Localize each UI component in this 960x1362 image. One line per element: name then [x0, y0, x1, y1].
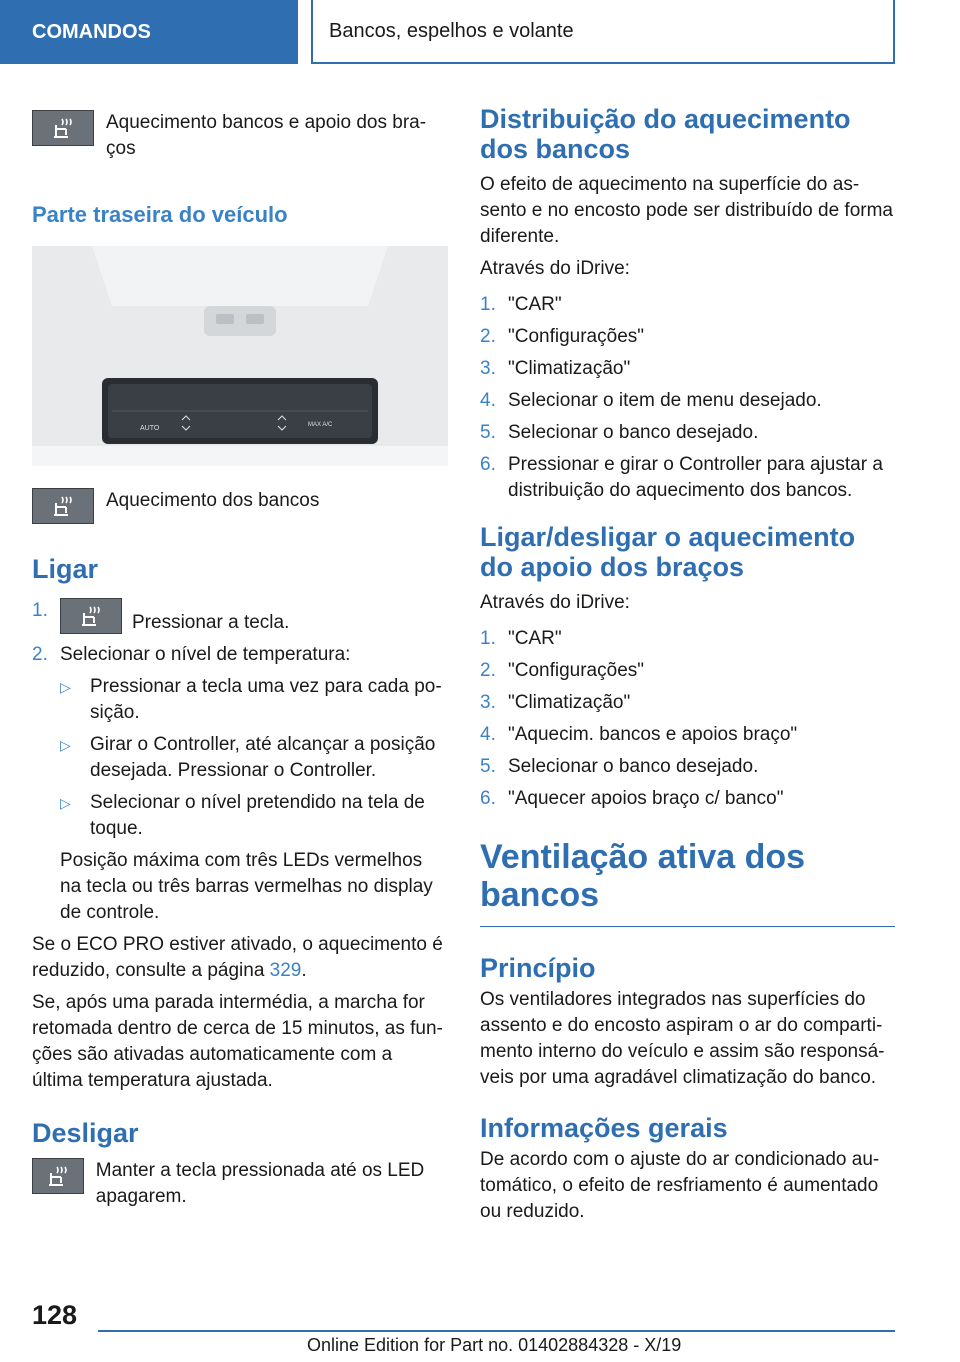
step-text: Selecionar o banco desejado. [508, 756, 759, 777]
section-divider [480, 926, 895, 927]
list-item [480, 690, 895, 716]
option-text: Pressionar a tecla uma vez para cada po-sição. [90, 676, 442, 723]
step-number: 1. [480, 294, 496, 315]
right-column [480, 104, 895, 1225]
step-number: 3. [480, 358, 496, 379]
step-text: Selecionar o item de menu desejado. [508, 390, 822, 411]
list-item [480, 626, 895, 652]
step-text: "Aquecim. bancos e apoios braço" [508, 724, 798, 745]
list-item [480, 722, 895, 748]
step-text: "Climatização" [508, 692, 631, 713]
step-number: 2. [480, 326, 496, 347]
list-item [60, 732, 448, 784]
step-text: "Configurações" [508, 326, 645, 347]
armrest-heat-row [32, 110, 448, 162]
armrest-steps [480, 626, 895, 812]
step-text: "CAR" [508, 628, 562, 649]
list-item [480, 292, 895, 318]
edition-text: Online Edition for Part no. 01402884328 - X/19 [307, 1335, 682, 1355]
triangle-bullet-icon: ▷ [60, 679, 71, 695]
rear-console-photo [32, 246, 448, 466]
stop-note: Se, após uma parada intermédia, a marcha for retomada dentro de cerca de 15 minutos, as fun-ções são ativadas automaticamente com a última temperatura ajustada. [32, 992, 443, 1091]
list-item [32, 598, 448, 636]
step-text: Pressionar a tecla. [132, 612, 290, 633]
idrive-label: Através do iDrive: [480, 592, 630, 613]
list-item [480, 754, 895, 780]
step-number: 6. [480, 788, 496, 809]
step-number: 2. [32, 644, 48, 665]
seat-heat-icon [32, 110, 94, 146]
list-item [480, 452, 895, 504]
seat-heat-label: Aquecimento dos bancos [106, 490, 320, 511]
step-number: 5. [480, 756, 496, 777]
temperature-options [60, 674, 448, 842]
list-item [480, 356, 895, 382]
armrest-heading: Ligar/desligar o aquecimento do apoio dos braços [480, 522, 856, 582]
seat-heat-icon [32, 1158, 84, 1194]
page-number: 128 [32, 1300, 78, 1330]
list-item [480, 324, 895, 350]
idrive-label: Através do iDrive: [480, 258, 630, 279]
eco-pro-note [32, 932, 448, 984]
triangle-bullet-icon: ▷ [60, 737, 71, 753]
triangle-bullet-icon: ▷ [60, 795, 71, 811]
option-text: Girar o Controller, até alcançar a posição desejada. Pressionar o Controller. [90, 734, 436, 781]
step-number: 2. [480, 660, 496, 681]
option-text: Selecionar o nível pretendido na tela de toque. [90, 792, 425, 839]
ligar-heading: Ligar [32, 554, 99, 584]
chapter-title: Bancos, espelhos e volante [329, 19, 574, 42]
step-text: "Aquecer apoios braço c/ banco" [508, 788, 784, 809]
list-item [60, 674, 448, 726]
seat-heat-row [32, 488, 448, 524]
general-info-text: De acordo com o ajuste do ar condicionado au-tomático, o efeito de resfriamento é aumentado ou reduzido. [480, 1149, 880, 1222]
step-number: 5. [480, 422, 496, 443]
list-item [480, 388, 895, 414]
distribution-text: O efeito de aquecimento na superfície do as-sento e no encosto pode ser distribuído de forma diferente. [480, 174, 893, 247]
step-number: 4. [480, 390, 496, 411]
step-text: Selecionar o banco desejado. [508, 422, 759, 443]
seat-heat-icon [32, 488, 94, 524]
section-title: COMANDOS [32, 20, 151, 43]
step-number: 6. [480, 454, 496, 475]
chapter-tab [311, 0, 895, 64]
step-text: Pressionar e girar o Controller para ajustar a distribuição do aquecimento dos bancos. [508, 454, 883, 501]
list-item [32, 642, 448, 668]
principle-heading: Princípio [480, 953, 596, 983]
step-text: Selecionar o nível de temperatura: [60, 644, 351, 665]
step-text: "Climatização" [508, 358, 631, 379]
distribution-heading: Distribuição do aquecimento dos bancos [480, 104, 851, 164]
list-item [480, 658, 895, 684]
armrest-heat-label: Aquecimento bancos e apoio dos bra- ços [106, 112, 427, 159]
max-position-note: Posição máxima com três LEDs vermelhos na tecla ou três barras vermelhas no display de controle. [60, 850, 433, 923]
list-item [60, 790, 448, 842]
desligar-row [32, 1158, 448, 1210]
eco-pro-end: . [301, 960, 307, 981]
step-number: 4. [480, 724, 496, 745]
auto-button-label: AUTO [140, 425, 160, 432]
distribution-steps [480, 292, 895, 504]
step-text: "Configurações" [508, 660, 645, 681]
step-number: 3. [480, 692, 496, 713]
section-tab [0, 0, 298, 64]
desligar-heading: Desligar [32, 1118, 139, 1148]
ventilation-heading: Ventilação ativa dos bancos [480, 838, 806, 914]
general-info-heading: Informações gerais [480, 1113, 728, 1143]
desligar-text: Manter a tecla pressionada até os LED apagarem. [95, 1160, 425, 1207]
step-number: 1. [480, 628, 496, 649]
list-item [480, 420, 895, 446]
eco-pro-text: Se o ECO PRO estiver ativado, o aquecimento é reduzido, consulte a página [32, 934, 443, 981]
principle-text: Os ventiladores integrados nas superfícies do assento e do encosto aspiram o ar do comparti-mento interno do veículo e assim são responsá-veis por uma agradável climatização do banco. [480, 989, 885, 1088]
list-item [480, 786, 895, 812]
left-column [32, 96, 448, 1210]
footer-divider [98, 1330, 895, 1332]
ligar-steps [32, 598, 448, 668]
rear-heading: Parte traseira do veículo [32, 202, 288, 227]
max-ac-button-label: MAX A/C [308, 422, 333, 428]
page-link[interactable]: 329 [269, 960, 302, 981]
step-number: 1. [32, 600, 48, 621]
seat-heat-icon [60, 598, 122, 634]
step-text: "CAR" [508, 294, 562, 315]
